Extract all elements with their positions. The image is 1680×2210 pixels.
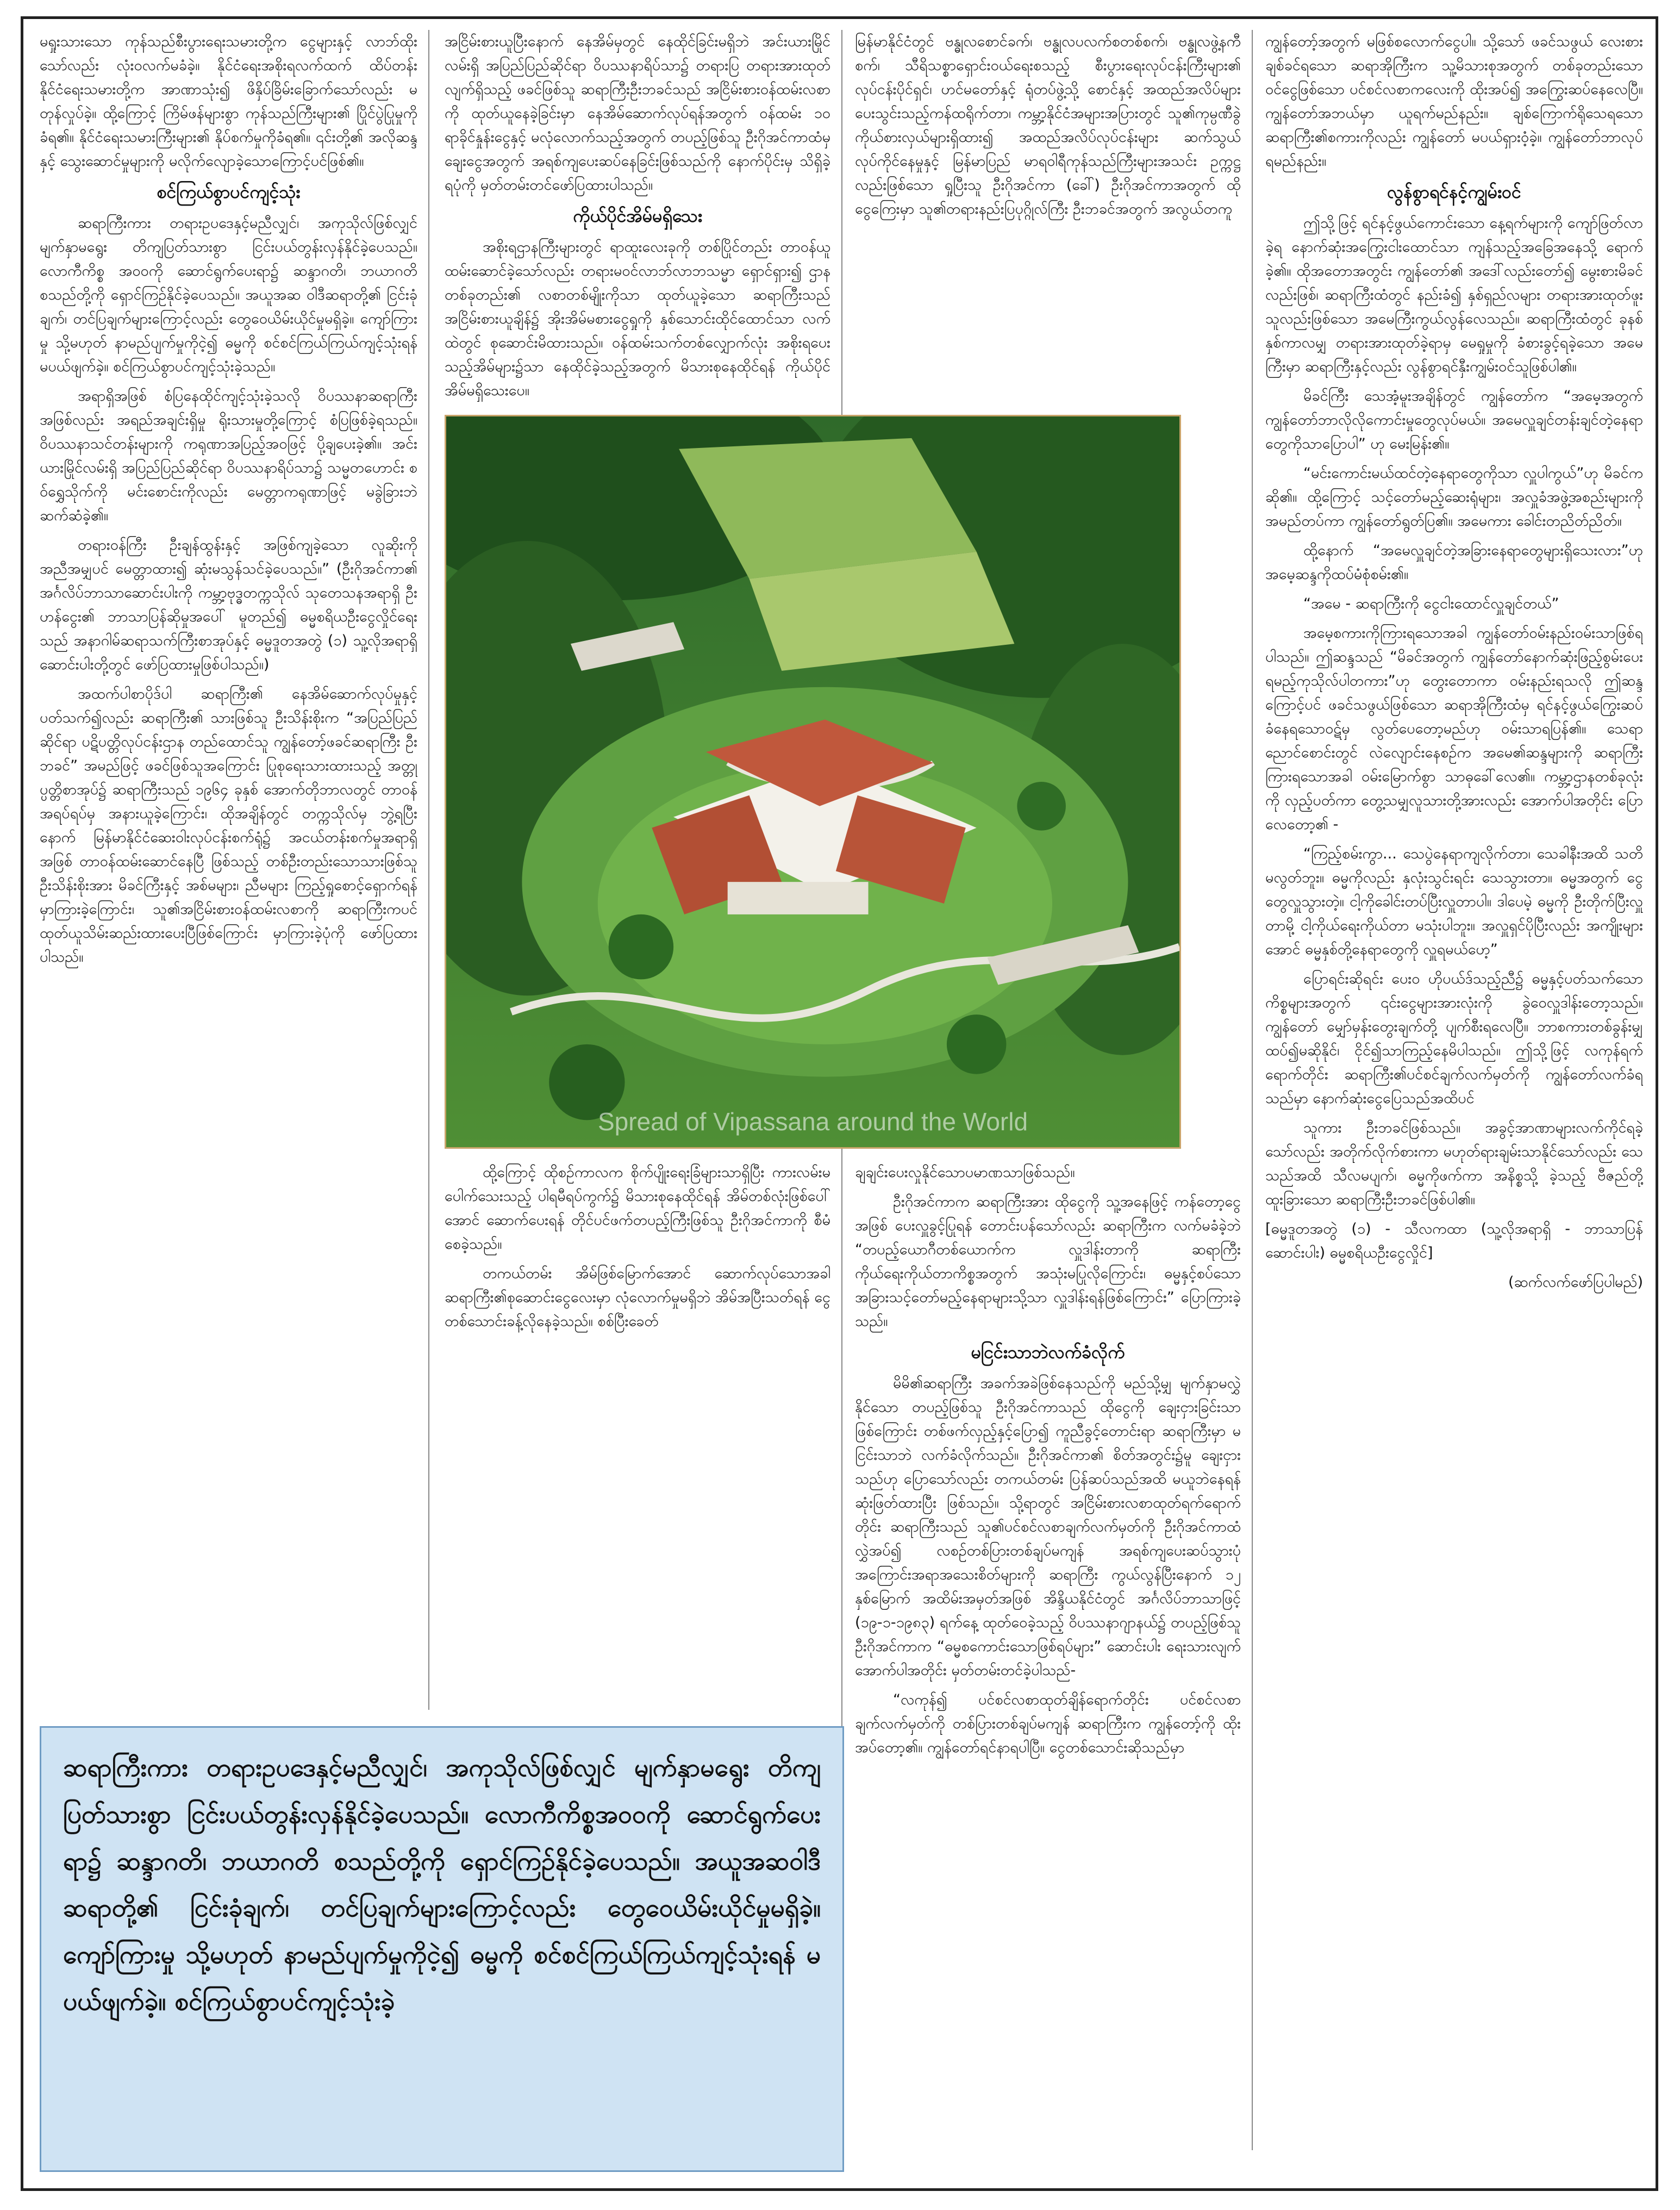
paragraph: မိမိ၏ဆရာကြီး အခက်အခဲဖြစ်နေသည်ကို မည်သို့မျှ မျက်နှာမလွှဲနိုင်သော တပည့်ဖြစ်သူ ဦးဂိုအင်ကာသည် ထိုငွေကို ချေးငှားခြင်းသာဖြစ်ကြောင်း တစ်ဖက်လှည့်နှင့်ပြော၍ ကူညီခွင့်တောင်းရာ ဆရာကြီးမှာ မငြင်းသာဘဲ လက်ခံလိုက်သည်။ ဦးဂိုအင်ကာ၏ စိတ်အတွင်း၌မူ ချေးငှားသည်ဟု ပြောသော်လည်း တကယ်တမ်း ပြန်ဆပ်သည်အထိ မယူဘဲနေရန် ဆုံးဖြတ်ထားပြီး ဖြစ်သည်။ သို့ရာတွင် အငြိမ်းစားလစာထုတ်ရက်ရောက်တိုင်း ဆရာကြီးသည် သူ၏ပင်စင်လစာချက်လက်မှတ်ကို ဦးဂိုအင်ကာထံ လွှဲအပ်၍ လစဉ်တစ်ပြားတစ်ချပ်မကျန် အရစ်ကျပေးဆပ်သွားပုံအကြောင်းအရာအသေးစိတ်များကို ဆရာကြီး ကွယ်လွန်ပြီးနောက် ၁၂ နှစ်မြောက် အထိမ်းအမှတ်အဖြစ် အိန္ဒိယနိုင်ငံတွင် အင်္ဂလိပ်ဘာသာဖြင့် (၁၉-၁-၁၉၈၃) ရက်နေ့ ထုတ်ဝေခဲ့သည့် ဝိပဿနာဂျာနယ်၌ တပည့်ဖြစ်သူ ဦးဂိုအင်ကာက “ဓမ္မစကောင်းသောဖြစ်ရပ်များ” ဆောင်းပါး ရေးသားလျက် အောက်ပါအတိုင်း မှတ်တမ်းတင်ခဲ့ပါသည်- [855,1375,1241,1679]
paragraph: ချချင်းပေးလှုနိုင်သောပမာဏသာဖြစ်သည်။ [855,1164,1075,1181]
paragraph: တကယ်တမ်း အိမ်ဖြစ်မြောက်အောင် ဆောက်လုပ်သောအခါ ဆရာကြီး၏စုဆောင်းငွေလေးမှာ လုံလောက်မှုမရှိဘဲ အိမ်အပြီးသတ်ရန် ငွေတစ်သောင်းခန့်လိုနေခဲ့သည်။ စစ်ပြီးခေတ် [445,1265,830,1330]
pull-quote-box [40,1726,844,2172]
subheading: ကိုယ်ပိုင်အိမ်မရှိသေး [573,206,702,226]
paragraph: “လကုန်၍ ပင်စင်လစာထုတ်ချိန်ရောက်တိုင်း ပင်စင်လစာချက်လက်မှတ်ကို တစ်ပြားတစ်ချပ်မကျန် ဆရာကြီးက ကျွန်တော့်ကို ထိုးအပ်တော့၏။ ကျွန်တော်ရင်နာရပါပြီ။ ငွေတစ်သောင်းဆိုသည်မှာ [855,1691,1241,1756]
column-rule [428,30,429,1710]
paragraph: သူကား ဦးဘခင်ဖြစ်သည်။ အခွင့်အာဏာများလက်ကိုင်ရခဲ့သော်လည်း အတိုက်လိုက်စားကာ မဟုတ်ရားချမ်းသာနိုင်သော်လည်း သေသည်အထိ သီလမပျက်၊ ဓမ္မကိုဖက်ကာ အနိစ္စသို့ ခဲ့သည့် ဗီဇည်တို့ထူးခြားသော ဆရာကြီးဦးဘခင်ဖြစ်ပါ၏။ [1265,1119,1643,1208]
article-column-2-bottom [445,1161,830,1710]
subheading: မငြင်းသာဘဲလက်ခံလိုက် [971,1342,1125,1362]
subheading: လွန်စွာရင်နင့်ကျွမ်းဝင် [1387,182,1521,202]
article-column-3-bottom [855,1161,1241,2183]
paragraph: ထို့ကြောင့် ထိုစဉ်ကာလက စိုက်ပျိုးရေးခြံများသာရှိပြီး ကားလမ်းမပေါက်သေးသည့် ပါရမီရပ်ကွက်၌ မိသားစုနေထိုင်ရန် အိမ်တစ်လုံးဖြစ်ပေါ်အောင် ဆောက်ပေးရန် တိုင်ပင်ဖက်တပည့်ကြီးဖြစ်သူ ဦးဂိုအင်ကာကို စီမံစေခဲ့သည်။ [445,1164,830,1253]
article-column-1 [40,30,417,1710]
paragraph: ပြောရင်းဆိုရင်း ပေးဝ ဟိုပယ်ဒ်သည့်ညီ၌ ဓမ္မနှင့်ပတ်သက်သောကိစ္စများအတွက် ၎င်းငွေများအားလုံးကို ခွဲဝေလှူဒါန်းတော့သည်။ ကျွန်တော် မျှော်မှန်းတွေးချက်တို့ ပျက်စီးရလေပြီ။ ဘာစကားတစ်ခွန်းမျှ ထပ်၍မဆိုနိုင်၊ ငိုင်၍သာကြည့်နေမိပါသည်။ ဤသို့ဖြင့် လကုန်ရက်ရောက်တိုင်း ဆရာကြီး၏ပင်စင်ချက်လက်မှတ်ကို ကျွန်တော်လက်ခံရသည်မှာ နောက်ဆုံးငွေပြေသည်အထိပင် [1265,970,1643,1107]
paragraph: အစိုးရဌာနကြီးများတွင် ရာထူးလေးခုကို တစ်ပြိုင်တည်း တာဝန်ယူထမ်းဆောင်ခဲ့သော်လည်း တရားမဝင်လာဘ်လာဘသမ္မာ ရှောင်ရှား၍ ဌာနတစ်ခုတည်း၏ လစာတစ်မျိုးကိုသာ ထုတ်ယူခဲ့သော ဆရာကြီးသည် အငြိမ်းစားယူချိန်၌ အိုးအိမ်မစားငွေရှုကို နှစ်သောင်းထိုင်ထောင်သာ လက်ထဲတွင် စုဆောင်းမိထားသည်။ ဝန်ထမ်းသက်တစ်လျှောက်လုံး အစိုးရပေးသည့်အိမ်များ၌သာ နေထိုင်ခဲ့သည့်အတွက် မိသားစုနေထိုင်ရန် ကိုယ်ပိုင်အိမ်မရှိသေးပေ။ [445,239,830,399]
paragraph: မရှုးသားသော ကုန်သည်စီးပွားရေးသမားတို့က ငွေများနှင့် လာဘ်ထိုးသော်လည်း လုံးဝလက်မခံခဲ့။ နိုင်ငံရေးအစိုးရလက်ထက် ထိပ်တန်းနိုင်ငံရေးသမားတို့က အာဏာသုံး၍ ဖိနှိပ်ခြိမ်းခြောက်သော်လည်း မတုန်လှုပ်ခဲ့။ ထို့ကြောင့် ကြိမ်ဖန်များစွာ ကုန်သည်ကြီးများ၏ ပြိုင်ပွဲပြုမှုကိုခံရ၏။ နိုင်ငံရေးသမားကြီးများ၏ နိုပ်စက်မှုကိုခံရ၏။ ၎င်းတို့၏ အလိုဆန္ဒနှင့် သွေးဆောင်မှုများကို မလိုက်လျောခဲ့သောကြောင့်ပင်ဖြစ်၏။ [40,33,417,170]
article-column-4 [1265,30,1643,2183]
paragraph: အထက်ပါစာပိုဒ်ပါ ဆရာကြီး၏ နေအိမ်ဆောက်လုပ်မှုနှင့် ပတ်သက်၍လည်း ဆရာကြီး၏ သားဖြစ်သူ ဦးသိန်းစိုးက “အပြည်ပြည်ဆိုင်ရာ ပဋိပတ္တိလုပ်ငန်းဌာန တည်ထောင်သူ ကျွန်တော့်ဖခင်ဆရာကြီး ဦးဘခင်” အမည်ဖြင့် ဖခင်ဖြစ်သူအကြောင်း ပြုစုရေးသားထားသည့် အတ္တုပ္ပတ္တိစာအုပ်၌ ဆရာကြီးသည် ၁၉၆၄ ခုနှစ် အောက်တိုဘာလတွင် တာဝန်အရပ်ရပ်မှ အနားယူခဲ့ကြောင်း၊ ထိုအချိန်တွင် တက္ကသိုလ်မှ ဘွဲ့ရပြီးနောက် မြန်မာနိုင်ငံဆေးဝါးလုပ်ငန်းစက်ရုံ၌ အငယ်တန်းစက်မှုအရာရှိအဖြစ် တာဝန်ထမ်းဆောင်နေပြီ ဖြစ်သည့် တစ်ဦးတည်းသောသားဖြစ်သူ ဦးသိန်းစိုးအား မိခင်ကြီးနှင့် အစ်မများ၊ ညီမများ ကြည့်ရှုစောင့်ရှောက်ရန် မှာကြားခဲ့ကြောင်း၊ သူ၏အငြိမ်းစားဝန်ထမ်းလစာကို ဆရာကြီးကပင် ထုတ်ယူသိမ်းဆည်းထားပေးပြီဖြစ်ကြောင်း မှာကြားခဲ့ပုံကို ဖော်ပြထားပါသည်။ [40,686,417,966]
pull-quote-text: ဆရာကြီးကား တရားဥပဒေနှင့်မညီလျှင်၊ အကုသိုလ်ဖြစ်လျှင် မျက်နှာမရွေး တိကျပြတ်သားစွာ ငြင်းပယ်တွန်းလှန်နိုင်ခဲ့ပေသည်။ လောကီကိစ္စအ၀၀ကို ဆောင်ရွက်ပေးရာ၌ ဆန္ဒာဂတိ၊ ဘယာဂတိ စသည်တို့ကို ရှောင်ကြဉ်နိုင်ခဲ့ပေသည်။ အယူအဆဝါဒီဆရာတို့၏ ငြင်းခုံချက်၊ တင်ပြချက်များကြောင့်လည်း တွေဝေယိမ်းယိုင်မှုမရှိခဲ့။ ကျော်ကြားမှု သို့မဟုတ် နာမည်ပျက်မှုကိုငဲ့၍ ဓမ္မကို စင်စင်ကြယ်ကြယ်ကျင့်သုံးရန် မပယ်ဖျက်ခဲ့။ စင်ကြယ်စွာပင်ကျင့်သုံးခဲ့ [63,1753,821,2016]
paragraph: ဆရာကြီးကား တရားဥပဒေနှင့်မညီလျှင်၊ အကုသိုလ်ဖြစ်လျှင် မျက်နှာမရွေး တိကျပြတ်သားစွာ ငြင်းပယ်တွန်းလှန်နိုင်ခဲ့ပေသည်။ လောကီကိစ္စ အ၀၀ကို ဆောင်ရွက်ပေးရာ၌ ဆန္ဒာဂတိ၊ ဘယာဂတိ စသည်တို့ကို ရှောင်ကြဉ်နိုင်ခဲ့ပေသည်။ အယူအဆ ဝါဒီဆရာတို့၏ ငြင်းခုံချက်၊ တင်ပြချက်များကြောင့်လည်း တွေဝေယိမ်းယိုင်မှုမရှိခဲ့။ ကျော်ကြားမှု သို့မဟုတ် နာမည်ပျက်မှုကိုငဲ့၍ ဓမ္မကို စင်စင်ကြယ်ကြယ်ကျင့်သုံးရန် မပယ်ဖျက်ခဲ့။ စင်ကြယ်စွာပင်ကျင့်သုံးခဲ့သည်။ [40,215,417,375]
subheading: စင်ကြယ်စွာပင်ကျင့်သုံး [157,182,301,202]
paragraph: မိခင်ကြီး သေအံ့မူးအချိန်တွင် ကျွန်တော်က “အမေ့အတွက် ကျွန်တော်ဘာလိုလိုကောင်းမှုတွေလုပ်မယ်။ အမေလှူချင်တန်းချင်တဲ့နေရာတွေကိုသာပြောပါ” ဟု မေးမြန်း၏။ [1265,388,1643,452]
paragraph: အမေ့စကားကိုကြားရသောအခါ ကျွန်တော်ဝမ်းနည်းဝမ်းသာဖြစ်ရပါသည်။ ဤဆန္ဒသည် “မိခင်အတွက် ကျွန်တော်နောက်ဆုံးဖြည့်စွမ်းပေးရမည့်ကုသိုလ်ပါတကား”ဟု တွေးတောကာ ဝမ်းနည်းရသလို ဤဆန္ဒကြောင့်ပင် ဖခင်သဖွယ်ဖြစ်သော ဆရာအိုကြီးထံမှ ရင်နင့်ဖွယ်ကြွေးဆပ်ခံနေရသောဝဋ်မှ လွတ်ပေတော့မည်ဟု ဝမ်းသာရပြန်၏။ သေရာညောင်စောင်းတွင် လဲလျောင်းနေစဉ်က အမေ၏ဆန္ဒများကို ဆရာကြီးကြားရသောအခါ ဝမ်းမြောက်စွာ သာဓုခေါ်လေ၏။ ကမ္ဘာ့ဌာနတစ်ခုလုံးကို လှည့်ပတ်ကာ တွေ့သမျှလူသားတို့အားလည်း အောက်ပါအတိုင်း ပြောလေတော့၏ - [1265,625,1643,833]
paragraph: အငြိမ်းစားယူပြီးနောက် နေအိမ်မှတွင် နေထိုင်ခြင်းမရှိဘဲ အင်းယားမြိုင်လမ်းရှိ အပြည်ပြည်ဆိုင်ရာ ဝိပဿနာရိပ်သာ၌ တရားပြ တရားအားထုတ်လျက်ရှိသည့် ဖခင်ဖြစ်သူ ဆရာကြီးဦးဘခင်သည် အငြိမ်းစားဝန်ထမ်းလစာကို ထုတ်ယူနေခဲ့ခြင်းမှာ နေအိမ်ဆောက်လုပ်ရန်အတွက် ဝန်ထမ်း ၁၀ ရာခိုင်နှုန်းငွေနှင့် မလုံလောက်သည့်အတွက် တပည့်ဖြစ်သူ ဦးဂိုအင်ကာထံမှ ချေးငွေအတွက် အရစ်ကျပေးဆပ်နေခြင်းဖြစ်သည်ကို နောက်ပိုင်းမှ သိရှိခဲ့ရပုံကို မှတ်တမ်းတင်ဖော်ပြထားပါသည်။ [445,33,830,194]
article-column-3-top [855,30,1241,405]
paragraph: ကျွန်တော့်အတွက် မဖြစ်စလောက်ငွေပါ။ သို့သော် ဖခင်သဖွယ် လေးစားချစ်ခင်ရသော ဆရာအိုကြီးက သူ့မိသားစုအတွက် တစ်ခုတည်းသောဝင်ငွေဖြစ်သော ပင်စင်လစာကလေးကို ထိုးအပ်၍ အကြွေးဆပ်နေလေပြီ။ ကျွန်တော်အဘယ်မှာ ယူရက်မည်နည်း။ ချစ်ကြောက်ရိုသေရသော ဆရာကြီး၏စကားကိုလည်း ကျွန်တော် မပယ်ရှားဝံ့ခဲ့။ ကျွန်တော်ဘာလုပ်ရမည်နည်း။ [1265,33,1643,170]
photo-caption: Spread of Vipassana around the World [597,1107,1028,1136]
aerial-photo [445,415,1181,1149]
paragraph: အရာရှိအဖြစ် စံပြနေထိုင်ကျင့်သုံးခဲ့သလို ဝိပဿနာဆရာကြီးအဖြစ်လည်း အရည်အချင်းရှိမှု ရိုးသားမှုတို့ကြောင့် စံပြဖြစ်ခဲ့ရသည်။ ဝိပဿနာသင်တန်းများကို ကရုဏာအပြည့်အဝဖြင့် ပို့ချပေးခဲ့၏။ အင်းယားမြိုင်လမ်းရှိ အပြည်ပြည်ဆိုင်ရာ ဝိပဿနာရိပ်သာ၌ သမ္မတဟောင်း စဝ်ရွှေသိုက်ကို မင်းစောင်းကိုလည်း မေတ္တာကရုဏာဖြင့် မခွဲခြားဘဲ ဆက်ဆံခဲ့၏။ [40,388,417,524]
continued-note: (ဆက်လက်ဖော်ပြပါမည်) [1508,1274,1643,1291]
paragraph: ဤသို့ဖြင့် ရင်နင့်ဖွယ်ကောင်းသော နေ့ရက်များကို ကျော်ဖြတ်လာခဲ့ရ နောက်ဆုံးအကြွေးငါးထောင်သာ ကျန်သည့်အခြေအနေသို့ ရောက်ခဲ့၏။ ထိုအတောအတွင်း ကျွန်တော်၏ အဒေါ်လည်းတော်၍ မွေးစားမိခင်လည်းဖြစ်၊ ဆရာကြီးထံတွင် နည်းခံ၍ နှစ်ရှည်လများ တရားအားထုတ်ဖူးသူလည်းဖြစ်သော အမေကြီးကွယ်လွန်လေသည်။ ဆရာကြီးထံတွင် ခုနစ်နှစ်ကာလမျှ တရားအားထုတ်ခဲ့ရာမှ မေရှုမှုကို ခံစားခွင့်ရခဲ့သော အမေကြီးမှာ ဆရာကြီးနှင့်လည်း လွန်စွာရင်နှီးကျွမ်းဝင်သူဖြစ်ပါ၏။ [1265,215,1643,375]
paragraph: တရားဝန်ကြီး ဦးချန်ထွန်းနှင့် အဖြစ်ကျခဲ့သော လူဆိုးကို အညီအမျှပင် မေတ္တာထား၍ ဆုံးမသွန်သင်ခဲ့ပေသည်။” (ဦးဂိုအင်ကာ၏ အင်္ဂလိပ်ဘာသာဆောင်းပါးကို ကမ္ဘာ့ဗုဒ္ဓတက္ကသိုလ် သုတေသနအရာရှိ ဦးဟန်ငွေး၏ ဘာသာပြန်ဆိုမှုအပေါ် မူတည်၍ ဓမ္မစရိယဦးငွေလှိုင်ရေးသည် အနာဂါမ်ဆရာသက်ကြီးစာအုပ်နှင့် ဓမ္မဒူတအတွဲ (၁) သူ့လိုအရာရှိဆောင်းပါးတို့တွင် ဖော်ပြထားမှုဖြစ်ပါသည်။) [40,537,417,673]
paragraph: ထို့နောက် “အမေလှူချင်တဲ့အခြားနေရာတွေများရှိသေးလား”ဟု အမေ့ဆန္ဒကိုထပ်မံစုံစမ်း၏။ [1265,542,1643,583]
newspaper-page [21,16,1658,2191]
paragraph: ဦးဂိုအင်ကာက ဆရာကြီးအား ထိုငွေကို သူ့အနေဖြင့် ကန်တော့ငွေအဖြစ် ပေးလှူခွင့်ပြုရန် တောင်းပန်သော်လည်း ဆရာကြီးက လက်မခံခဲ့ဘဲ “တပည့်ယောဂီတစ်ယောက်က လှူဒါန်းတာကို ဆရာကြီး ကိုယ်ရေးကိုယ်တာကိစ္စအတွက် အသုံးမပြုလိုကြောင်း၊ ဓမ္မနှင့်စပ်သော အခြားသင့်တော်မည့်နေရာများသို့သာ လှူဒါန်းရန်ဖြစ်ကြောင်း” ပြောကြားခဲ့သည်။ [855,1193,1241,1330]
article-column-2-top [445,30,830,405]
column-rule [1252,30,1253,2150]
source-citation: [ဓမ္မဒူတအတွဲ (၁) - သီလကထာ (သူ့လိုအရာရှိ - ဘာသာပြန်ဆောင်းပါး) ဓမ္မစရိယဦးငွေလှိုင်] [1265,1221,1643,1261]
paragraph: မြန်မာနိုင်ငံတွင် ဗန္ဓုလစောင်ခက်၊ ဗန္ဓုလပလက်စတစ်စက်၊ ဗန္ဓုလဖွဲ့နကီစက်၊ သီရိသစ္စာရှောင်းဝယ်ရေးစသည့် စီးပွားရေးလုပ်ငန်းကြီးများ၏ လုပ်ငန်းပိုင်ရှင်၊ ဟင်မတော်နှင့် ရုံတပ်ဖွဲ့သို့ စောင်နှင့် အထည်အလိပ်များ ပေးသွင်းသည့်ကန်ထရိုက်တာ၊ ကမ္ဘာ့နိုင်ငံအများအပြားတွင် သူ၏ကုမ္ပဏီခွဲကိုယ်စားလှယ်များရှိထား၍ အထည်အလိပ်လုပ်ငန်းများ ဆက်သွယ်လုပ်ကိုင်နေမှုနှင့် မြန်မာပြည် မာရဝါရီကုန်သည်ကြီးများအသင်း ဥက္ကဋ္ဌလည်းဖြစ်သော ရှုပြီးသူ ဦးဂိုအင်ကာ (ခေါ်) ဦးဂိုအင်ကာအတွက် ထိုငွေကြေးမှာ သူ၏တရားနည်းပြပုဂ္ဂိုလ်ကြီး ဦးဘခင်အတွက် အလွယ်တကူ [855,33,1241,217]
meditation-center-aerial-image [446,416,1179,1147]
paragraph: “မင်းကောင်းမယ်ထင်တဲ့နေရာတွေကိုသာ လှူပါကွယ်”ဟု မိခင်ကဆို၏။ ထို့ကြောင့် သင့်တော်မည့်ဆေးရုံများ၊ အလှူခံအဖွဲ့အစည်းများကို အမည်တပ်ကာ ကျွန်တော်ရွတ်ပြ၏။ အမေကား ခေါင်းတညိတ်ညိတ်။ [1265,465,1643,530]
paragraph: “အမေ - ဆရာကြီးကို ငွေငါးထောင်လှူချင်တယ်” [1303,595,1559,612]
paragraph: “ကြည့်စမ်းကွာ... သေပွဲနေရာကျလိုက်တာ၊ သေခါနီးအထိ သတိမလွတ်ဘူး။ ဓမ္မကိုလည်း နှလုံးသွင်းရင်း သေသွားတာ။ ဓမ္မအတွက် ငွေတွေလှူသွားတဲ့။ ငါ့ကိုခေါင်းတပ်ပြီးလှူတာပါ။ ဒါပေမဲ့ ဓမ္မကို ဦးတိုက်ပြီးလှူတာမို့ ငါ့ကိုယ်ရေးကိုယ်တာ မသုံးပါဘူး။ အလှူရှင်ပိုပြီးလည်း အကျိုးများအောင် ဓမ္မနှစ်တို့နေရာတွေကို လှူရမယ်ဟေ့” [1265,845,1643,958]
